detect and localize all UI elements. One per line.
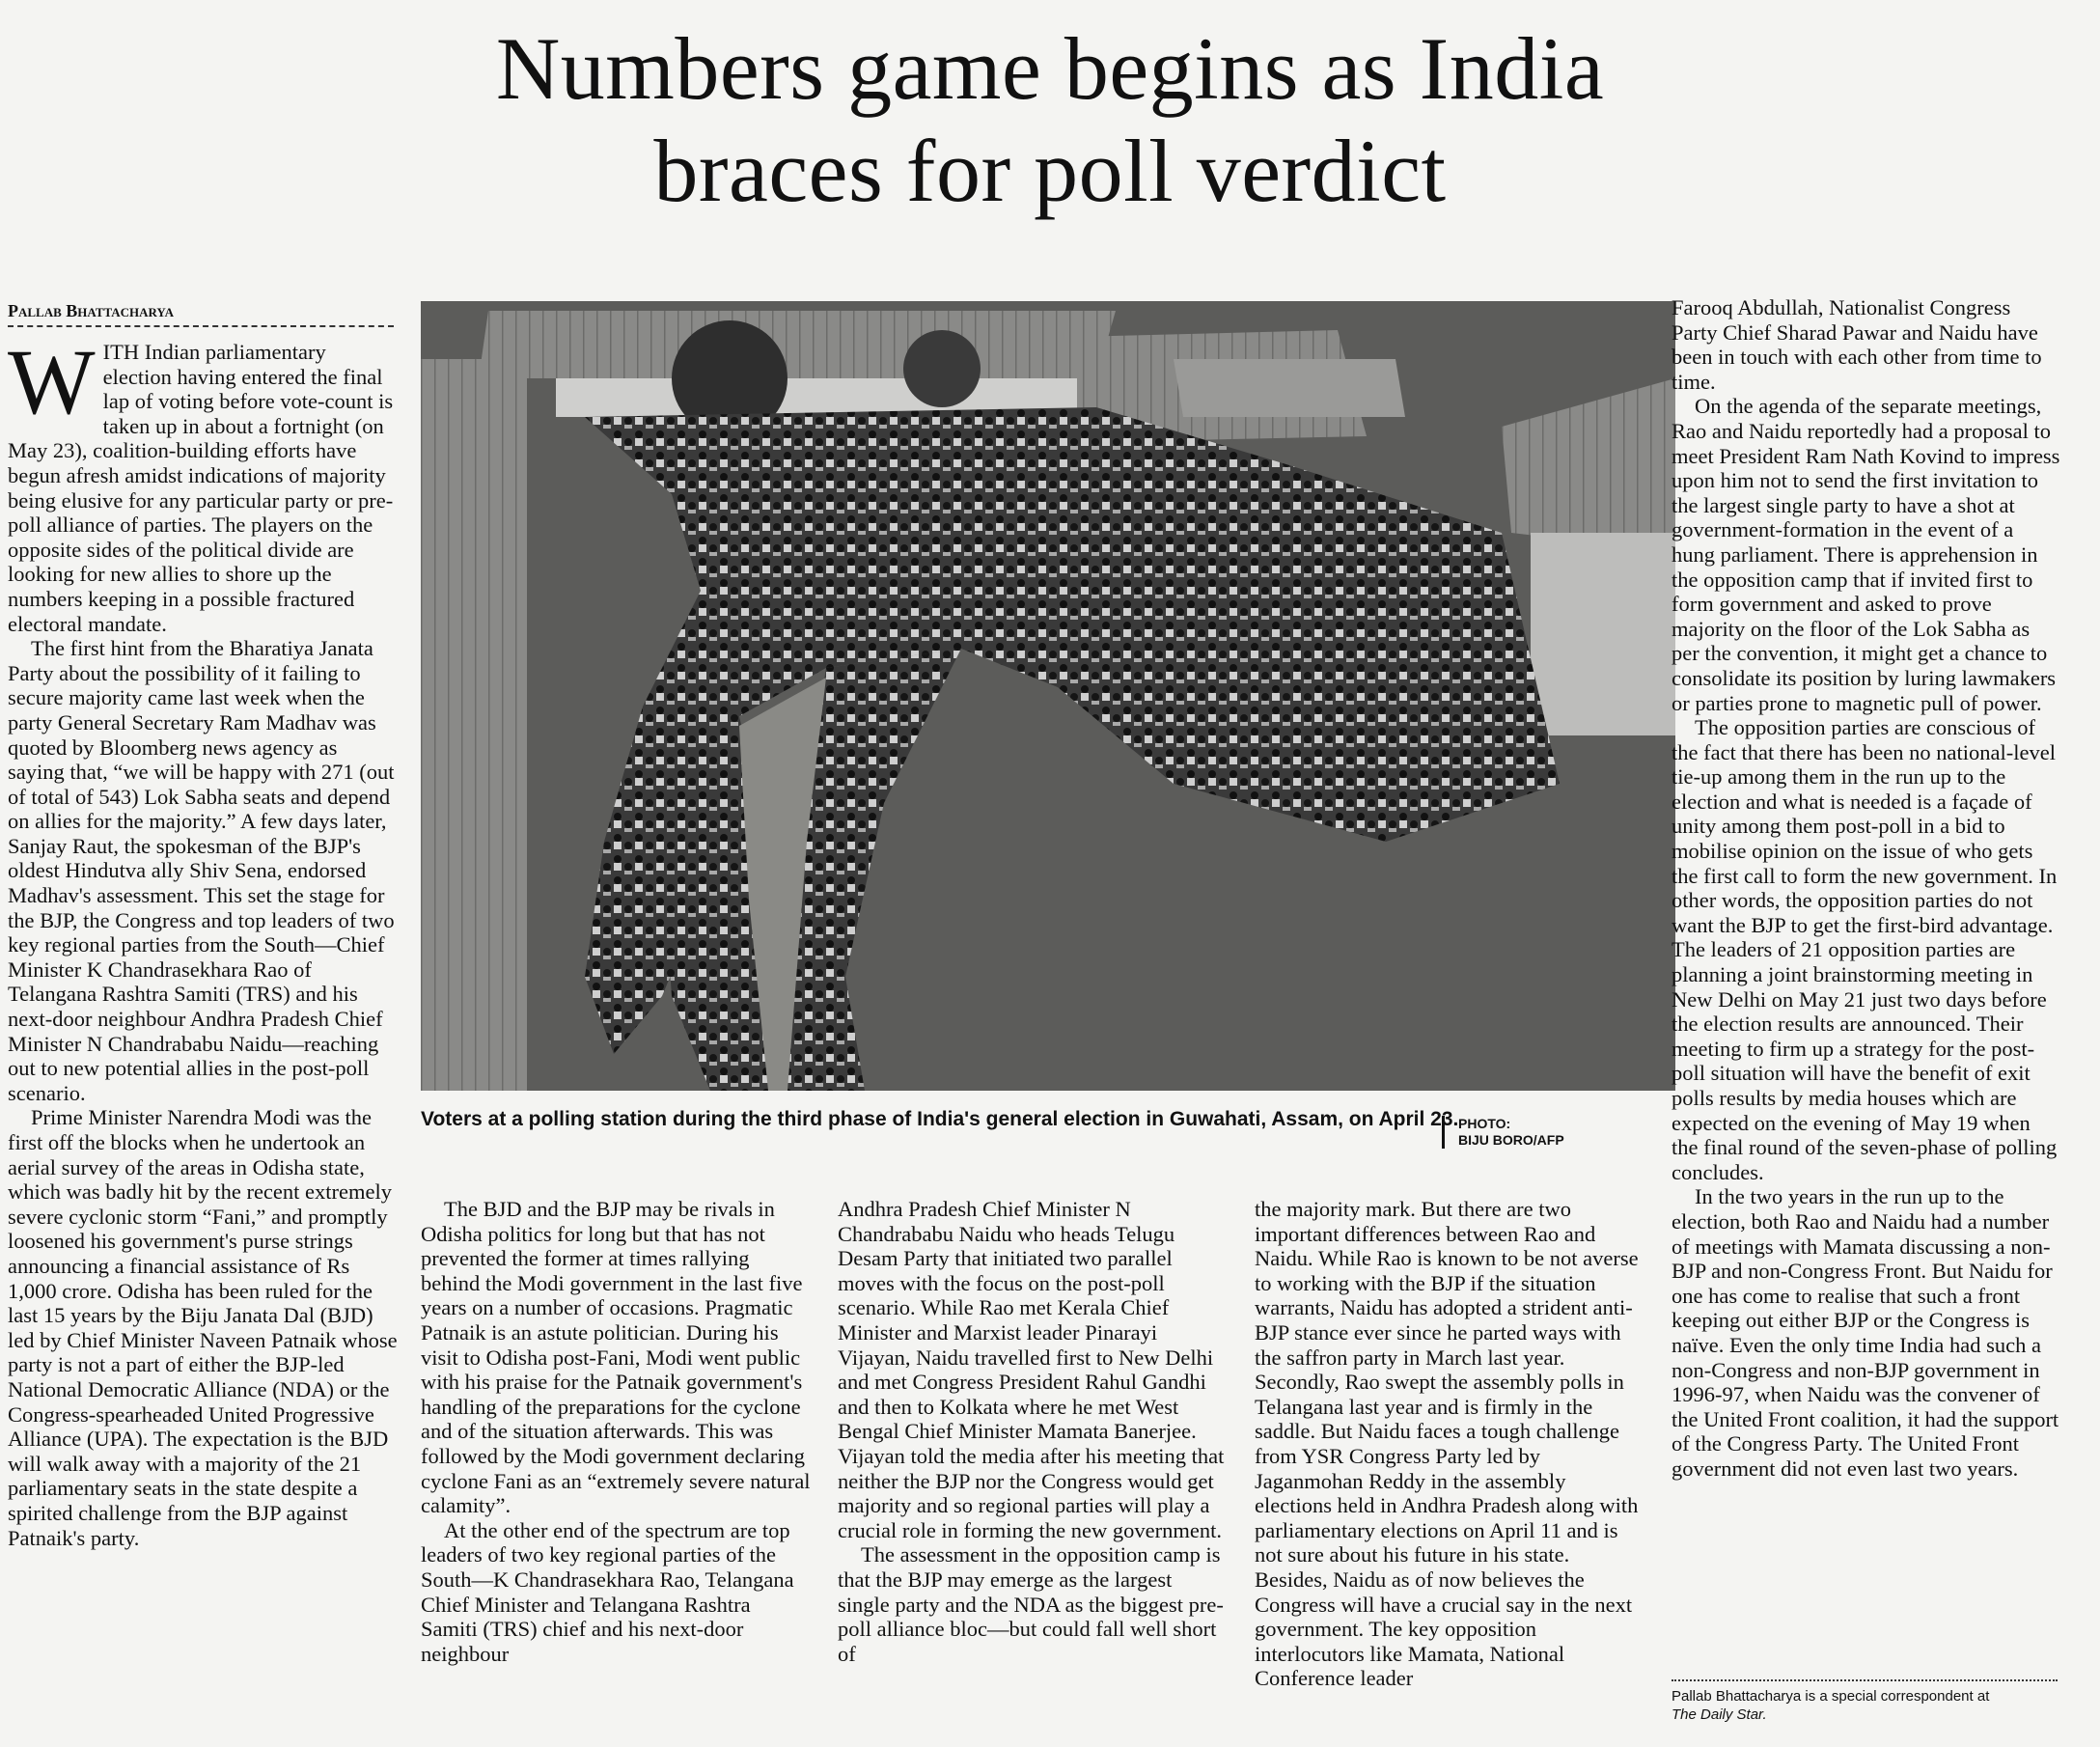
column-2-paragraph-1: The BJD and the BJP may be rivals in Odisha politics for long but that has not prevented the former at times rallying behind the Modi government in the last five years on a number of occasions. Pragmatic Patnaik is an astute politician. During his visit to Odisha post-Fani, Modi went public with his praise for the Patnaik government's handling of the preparations for the cyclone and of the situation afterwards. This was followed by the Modi government declaring cyclone Fani as an “extremely severe natural calamity”. — [421, 1197, 811, 1518]
column-4 — [1255, 1197, 1644, 1743]
column-3 — [838, 1197, 1228, 1743]
column-1-paragraph-1: WITH Indian parliamentary election having entered the final lap of voting before vote-count is taken up in about a fortnight (on May 23), coalition-building efforts have begun afresh amidst indications of majority being elusive for any particular party or pre-poll alliance of parties. The players on the opposite sides of the political divide are looking for new allies to shore up the numbers keeping in a possible fractured electoral mandate. — [8, 340, 394, 636]
column-3-paragraph-1: Andhra Pradesh Chief Minister N Chandrababu Naidu who heads Telugu Desam Party that initiated two parallel moves with the focus on the post-poll scenario. While Rao met Kerala Chief Minister and Marxist leader Pinarayi Vijayan, Naidu travelled first to New Delhi and met Congress President Rahul Gandhi and then to Kolkata where he met West Bengal Chief Minister Mamata Banerjee. Vijayan told the media after his meeting that neither the BJP nor the Congress would get majority and so regional parties will play a crucial role in forming the new government. — [838, 1197, 1225, 1542]
headline-line-2: braces for poll verdict — [653, 122, 1447, 220]
byline: Pallab Bhattacharya — [8, 301, 394, 327]
headline — [0, 17, 2100, 222]
column-2 — [421, 1197, 811, 1743]
column-5-paragraph-4: In the two years in the run up to the election, both Rao and Naidu had a number of meetings with Mamata discussing a non-BJP and non-Congress Front. But Naidu for one has come to realise that such a front keeping out either BJP or the Congress is naïve. Even the only time India had such a non-Congress and non-BJP government in 1996-97, when Naidu was the convener of the United Front coalition, it had the support of the Congress Party. The United Front government did not even last two years. — [1672, 1184, 2059, 1481]
drop-cap: W — [8, 340, 96, 433]
column-3-paragraph-2: The assessment in the opposition camp is that the BJP may emerge as the largest single party and the NDA as the biggest pre-poll alliance bloc—but could fall well short of — [838, 1542, 1224, 1666]
footnote-publication: The Daily Star. — [1672, 1706, 1767, 1723]
column-5 — [1672, 295, 2061, 1676]
author-footnote — [1672, 1679, 2058, 1724]
photo-credit-name: BIJU BORO/AFP — [1458, 1132, 1564, 1148]
column-5-paragraph-2: On the agenda of the separate meetings, Rao and Naidu reportedly had a proposal to meet President Ram Nath Kovind to impress upon him not to send the first invitation to the largest single party to have a shot at government-formation in the event of a hung parliament. There is apprehension in the opposition camp that if invited first to form government and asked to prove majority on the floor of the Lok Sabha as per the convention, it might get a chance to consolidate its position by luring lawmakers or parties prone to magnetic pull of power. — [1672, 394, 2060, 715]
column-1-paragraph-3: Prime Minister Narendra Modi was the first off the blocks when he undertook an aerial survey of the areas in Odisha state, which was badly hit by the recent extremely severe cyclonic storm “Fani,” and promptly loosened his government's purse strings announcing a financial assistance of Rs 1,000 crore. Odisha has been ruled for the last 15 years by the Biju Janata Dal (BJD) led by Chief Minister Naveen Patnaik whose party is not a part of either the BJP-led National Democratic Alliance (NDA) or the Congress-spearheaded United Progressive Alliance (UPA). The expectation is the BJD will walk away with a majority of the 21 parliamentary seats in the state despite a spirited challenge from the BJP against Patnaik's party. — [8, 1105, 398, 1550]
photo-credit — [1442, 1116, 1651, 1149]
column-5-paragraph-3: The opposition parties are conscious of the fact that there has been no national-level tie-up among them in the run up to the election and what is needed is a façade of unity among them post-poll in a bid to mobilise opinion on the issue of who gets the first call to form the new government. In other words, the opposition parties do not want the BJP to get the first-bird advantage. The leaders of 21 opposition parties are planning a joint brainstorming meeting in New Delhi on May 21 just two days before the election results are announced. Their meeting to firm up a strategy for the post-poll situation will have the benefit of exit polls results by media houses which are expected on the evening of May 19 when the final round of the seven-phase of polling concludes. — [1672, 715, 2058, 1184]
column-1-paragraph-2: The first hint from the Bharatiya Janata Party about the possibility of it failing to secure majority came last week when the party General Secretary Ram Madhav was quoted by Bloomberg news agency as saying that, “we will be happy with 271 (out of total of 543) Lok Sabha seats and depend on allies for the majority.” A few days later, Sanjay Raut, the spokesman of the BJP's oldest Hindutva ally Shiv Sena, endorsed Madhav's assessment. This set the stage for the BJP, the Congress and top leaders of two key regional parties from the South—Chief Minister K Chandrasekhara Rao of Telangana Rashtra Samiti (TRS) and his next-door neighbour Andhra Pradesh Chief Minister N Chandrababu Naidu—reaching out to new potential allies in the post-poll scenario. — [8, 636, 395, 1105]
column-1 — [8, 340, 398, 1739]
news-photo — [421, 301, 1675, 1091]
footnote-text: Pallab Bhattacharya is a special correspondent at — [1672, 1688, 1990, 1705]
headline-line-1: Numbers game begins as India — [495, 19, 1605, 118]
photo-caption: Voters at a polling station during the third phase of India's general election in Guwahati, Assam, on April 23. — [421, 1108, 1459, 1130]
column-4-paragraph-1: the majority mark. But there are two important differences between Rao and Naidu. While Rao is known to be not averse to working with the BJP if the situation warrants, Naidu has adopted a strident anti-BJP stance ever since he parted ways with the saffron party in March last year. Secondly, Rao swept the assembly polls in Telangana last year and is firmly in the saddle. But Naidu faces a tough challenge from YSR Congress Party led by Jaganmohan Reddy in the assembly elections held in Andhra Pradesh along with parliamentary elections on April 11 and is not sure about his future in his state. Besides, Naidu as of now believes the Congress will have a crucial say in the next government. The key opposition interlocutors like Mamata, National Conference leader — [1255, 1197, 1639, 1691]
crowd-photo-illustration — [421, 301, 1675, 1091]
photo-credit-label: PHOTO: — [1458, 1116, 1511, 1131]
column-2-paragraph-2: At the other end of the spectrum are top leaders of two key regional parties of the South—K Chandrasekhara Rao, Telangana Chief Minister and Telangana Rashtra Samiti (TRS) chief and his next-door neighbour — [421, 1517, 794, 1666]
column-5-paragraph-1: Farooq Abdullah, Nationalist Congress Party Chief Sharad Pawar and Naidu have been in touch with each other from time to time. — [1672, 295, 2042, 394]
